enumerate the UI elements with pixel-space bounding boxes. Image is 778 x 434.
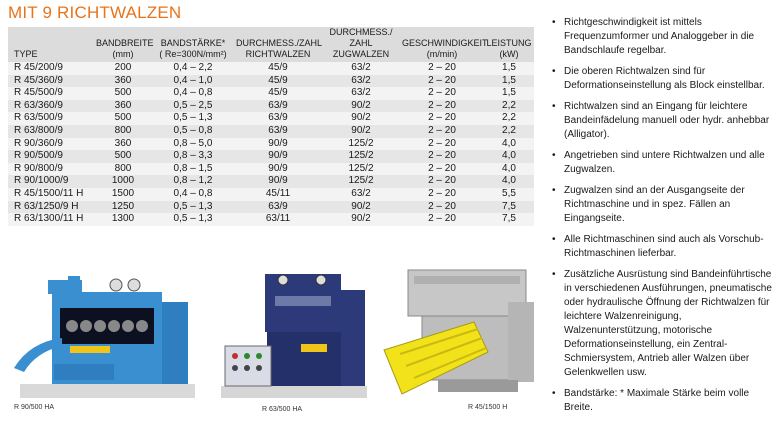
caption-r90-500-ha: R 90/500 HA xyxy=(14,404,55,411)
table-cell: 2 – 20 xyxy=(400,201,484,214)
table-cell: 0,5 – 1,3 xyxy=(152,112,234,125)
table-cell: 45/11 xyxy=(234,188,322,201)
bullet-icon: • xyxy=(552,66,556,77)
table-cell: 2 – 20 xyxy=(400,138,484,151)
table-cell: 1,5 xyxy=(484,75,534,88)
table-row xyxy=(8,100,534,113)
table-cell: R 63/500/9 xyxy=(8,112,94,125)
machine-photo-r45-1500-h xyxy=(378,266,540,402)
table-row xyxy=(8,62,534,75)
list-item-text: Alle Richtmaschinen sind auch als Vorschub-Richtmaschinen lieferbar. xyxy=(564,234,764,259)
table-cell: 90/2 xyxy=(322,213,400,226)
list-item-text: Richtgeschwindigkeit ist mittels Frequenzumformer und Analoggeber in die Bandschlaufe regelbar. xyxy=(564,17,755,56)
list-item-text: Zugwalzen sind an der Ausgangseite der Richtmaschine und in spez. Fällen an Eingangseite. xyxy=(564,185,745,224)
machine-photo-r63-500-ha xyxy=(205,268,375,404)
table-cell: R 45/200/9 xyxy=(8,62,94,75)
table-cell: 2 – 20 xyxy=(400,75,484,88)
table-cell: 200 xyxy=(94,62,152,75)
table-cell: 4,0 xyxy=(484,138,534,151)
table-row xyxy=(8,125,534,138)
table-cell: 125/2 xyxy=(322,175,400,188)
table-cell: 63/2 xyxy=(322,188,400,201)
table-cell: 90/9 xyxy=(234,138,322,151)
bullet-icon: • xyxy=(552,17,556,28)
table-cell: 2,2 xyxy=(484,112,534,125)
bullet-icon: • xyxy=(552,101,556,112)
table-cell: 2 – 20 xyxy=(400,112,484,125)
table-cell: 4,0 xyxy=(484,150,534,163)
header-bandstaerke: BANDSTÄRKE* ( Re=300N/mm²) xyxy=(159,38,227,59)
table-cell: 0,8 – 3,3 xyxy=(152,150,234,163)
page-title: MIT 9 RICHTWALZEN xyxy=(8,3,182,22)
table-cell: R 63/800/9 xyxy=(8,125,94,138)
table-cell: 0,8 – 1,5 xyxy=(152,163,234,176)
table-cell: 45/9 xyxy=(234,87,322,100)
table-cell: 90/2 xyxy=(322,100,400,113)
table-cell: 0,5 – 0,8 xyxy=(152,125,234,138)
table-cell: 90/2 xyxy=(322,125,400,138)
table-row xyxy=(8,138,534,151)
spec-table xyxy=(8,27,534,226)
list-item xyxy=(550,387,772,415)
list-item-text: Bandstärke: * Maximale Stärke beim volle Breite. xyxy=(564,388,750,413)
table-cell: 1500 xyxy=(94,188,152,201)
table-cell: 1000 xyxy=(94,175,152,188)
bullet-icon: • xyxy=(552,150,556,161)
table-cell: 0,4 – 0,8 xyxy=(152,188,234,201)
table-cell: 4,0 xyxy=(484,163,534,176)
table-cell: 63/9 xyxy=(234,100,322,113)
table-cell: 45/9 xyxy=(234,62,322,75)
table-cell: 360 xyxy=(94,75,152,88)
table-cell: 90/9 xyxy=(234,175,322,188)
table-cell: R 45/1500/11 H xyxy=(8,188,94,201)
table-row xyxy=(8,75,534,88)
table-cell: 5,5 xyxy=(484,188,534,201)
table-cell: 63/9 xyxy=(234,112,322,125)
table-cell: 7,5 xyxy=(484,213,534,226)
list-item xyxy=(550,16,772,58)
header-zugwalzen: DURCHMESS./ ZAHL ZUGWALZEN xyxy=(329,27,393,59)
table-row xyxy=(8,175,534,188)
header-richtwalzen: DURCHMESS./ZAHL RICHTWALZEN xyxy=(236,38,323,59)
table-cell: 2 – 20 xyxy=(400,100,484,113)
header-bandbreite: BANDBREITE (mm) xyxy=(96,38,154,59)
table-cell: 2 – 20 xyxy=(400,175,484,188)
caption-r63-500-ha: R 63/500 HA xyxy=(262,406,303,413)
list-item xyxy=(550,268,772,380)
bullet-icon: • xyxy=(552,234,556,245)
list-item-text: Richtwalzen sind an Eingang für leichtere Bandeinfädelung manuell oder hydr. anhebbar (Alligator). xyxy=(564,101,770,140)
table-cell: 125/2 xyxy=(322,163,400,176)
table-cell: 1250 xyxy=(94,201,152,214)
table-cell: 0,5 – 2,5 xyxy=(152,100,234,113)
table-cell: 2,2 xyxy=(484,100,534,113)
list-item-text: Die oberen Richtwalzen sind für Deformationseinstellung als Block einstellbar. xyxy=(564,66,765,91)
table-cell: R 45/500/9 xyxy=(8,87,94,100)
table-cell: 2 – 20 xyxy=(400,163,484,176)
feature-list xyxy=(550,16,772,422)
table-row xyxy=(8,112,534,125)
table-cell: 2 – 20 xyxy=(400,62,484,75)
table-cell: 125/2 xyxy=(322,138,400,151)
table-cell: R 63/1300/11 H xyxy=(8,213,94,226)
bullet-icon: • xyxy=(552,185,556,196)
list-item xyxy=(550,149,772,177)
table-cell: 500 xyxy=(94,112,152,125)
table-cell: 63/2 xyxy=(322,75,400,88)
table-cell: 1,5 xyxy=(484,62,534,75)
list-item-text: Angetrieben sind untere Richtwalzen und alle Zugwalzen. xyxy=(564,150,765,175)
table-cell: R 90/500/9 xyxy=(8,150,94,163)
table-cell: 63/2 xyxy=(322,87,400,100)
bullet-icon: • xyxy=(552,269,556,280)
table-cell: 0,4 – 1,0 xyxy=(152,75,234,88)
table-cell: 360 xyxy=(94,138,152,151)
table-header-row xyxy=(8,27,534,62)
table-cell: R 90/800/9 xyxy=(8,163,94,176)
table-cell: 2 – 20 xyxy=(400,125,484,138)
table-cell: R 63/1250/9 H xyxy=(8,201,94,214)
table-cell: 0,5 – 1,3 xyxy=(152,213,234,226)
table-cell: 0,8 – 1,2 xyxy=(152,175,234,188)
header-geschwindigkeit: GESCHWINDIGKEIT (m/min) xyxy=(402,38,488,59)
machine-photo-r90-500-ha xyxy=(10,272,210,402)
table-cell: 90/2 xyxy=(322,201,400,214)
table-cell: 500 xyxy=(94,150,152,163)
list-item xyxy=(550,184,772,226)
table-cell: 63/2 xyxy=(322,62,400,75)
list-item xyxy=(550,100,772,142)
table-row xyxy=(8,188,534,201)
table-cell: R 63/360/9 xyxy=(8,100,94,113)
table-cell: 0,8 – 5,0 xyxy=(152,138,234,151)
table-cell: R 90/1000/9 xyxy=(8,175,94,188)
table-cell: 2 – 20 xyxy=(400,150,484,163)
table-cell: 90/9 xyxy=(234,163,322,176)
table-cell: 1,5 xyxy=(484,87,534,100)
table-row xyxy=(8,163,534,176)
table-row xyxy=(8,87,534,100)
table-cell: 360 xyxy=(94,100,152,113)
header-leistung: LEISTUNG (kW) xyxy=(486,38,532,59)
table-row xyxy=(8,213,534,226)
table-cell: 90/2 xyxy=(322,112,400,125)
table-cell: 125/2 xyxy=(322,150,400,163)
list-item-text: Zusätzliche Ausrüstung sind Bandeinführtische in verschiedenen Ausführungen, pneumatische oder hydraulische Öffnung der Richtwalzen für leichtere Walzenreinigung, Walzenunterstützung, motorische Deformationseinstellung, ein Zentral-Schmiersystem, Antrieb aller Walzen über Gelenkwellen usw. xyxy=(564,269,772,378)
table-cell: 0,5 – 1,3 xyxy=(152,201,234,214)
table-cell: 2 – 20 xyxy=(400,213,484,226)
table-cell: R 90/360/9 xyxy=(8,138,94,151)
table-cell: 7,5 xyxy=(484,201,534,214)
list-item xyxy=(550,65,772,93)
table-cell: 1300 xyxy=(94,213,152,226)
table-cell: 0,4 – 2,2 xyxy=(152,62,234,75)
bullet-icon: • xyxy=(552,388,556,399)
table-cell: 2 – 20 xyxy=(400,188,484,201)
table-cell: 45/9 xyxy=(234,75,322,88)
header-type: TYPE xyxy=(14,49,38,59)
table-cell: 500 xyxy=(94,87,152,100)
table-cell: 800 xyxy=(94,163,152,176)
table-cell: 63/11 xyxy=(234,213,322,226)
table-row xyxy=(8,150,534,163)
table-cell: 90/9 xyxy=(234,150,322,163)
table-cell: 0,4 – 0,8 xyxy=(152,87,234,100)
table-cell: R 45/360/9 xyxy=(8,75,94,88)
caption-r45-1500-h: R 45/1500 H xyxy=(468,404,508,411)
table-cell: 2 – 20 xyxy=(400,87,484,100)
table-cell: 4,0 xyxy=(484,175,534,188)
table-cell: 63/9 xyxy=(234,201,322,214)
list-item xyxy=(550,233,772,261)
table-cell: 800 xyxy=(94,125,152,138)
table-cell: 63/9 xyxy=(234,125,322,138)
table-cell: 2,2 xyxy=(484,125,534,138)
table-row xyxy=(8,201,534,214)
